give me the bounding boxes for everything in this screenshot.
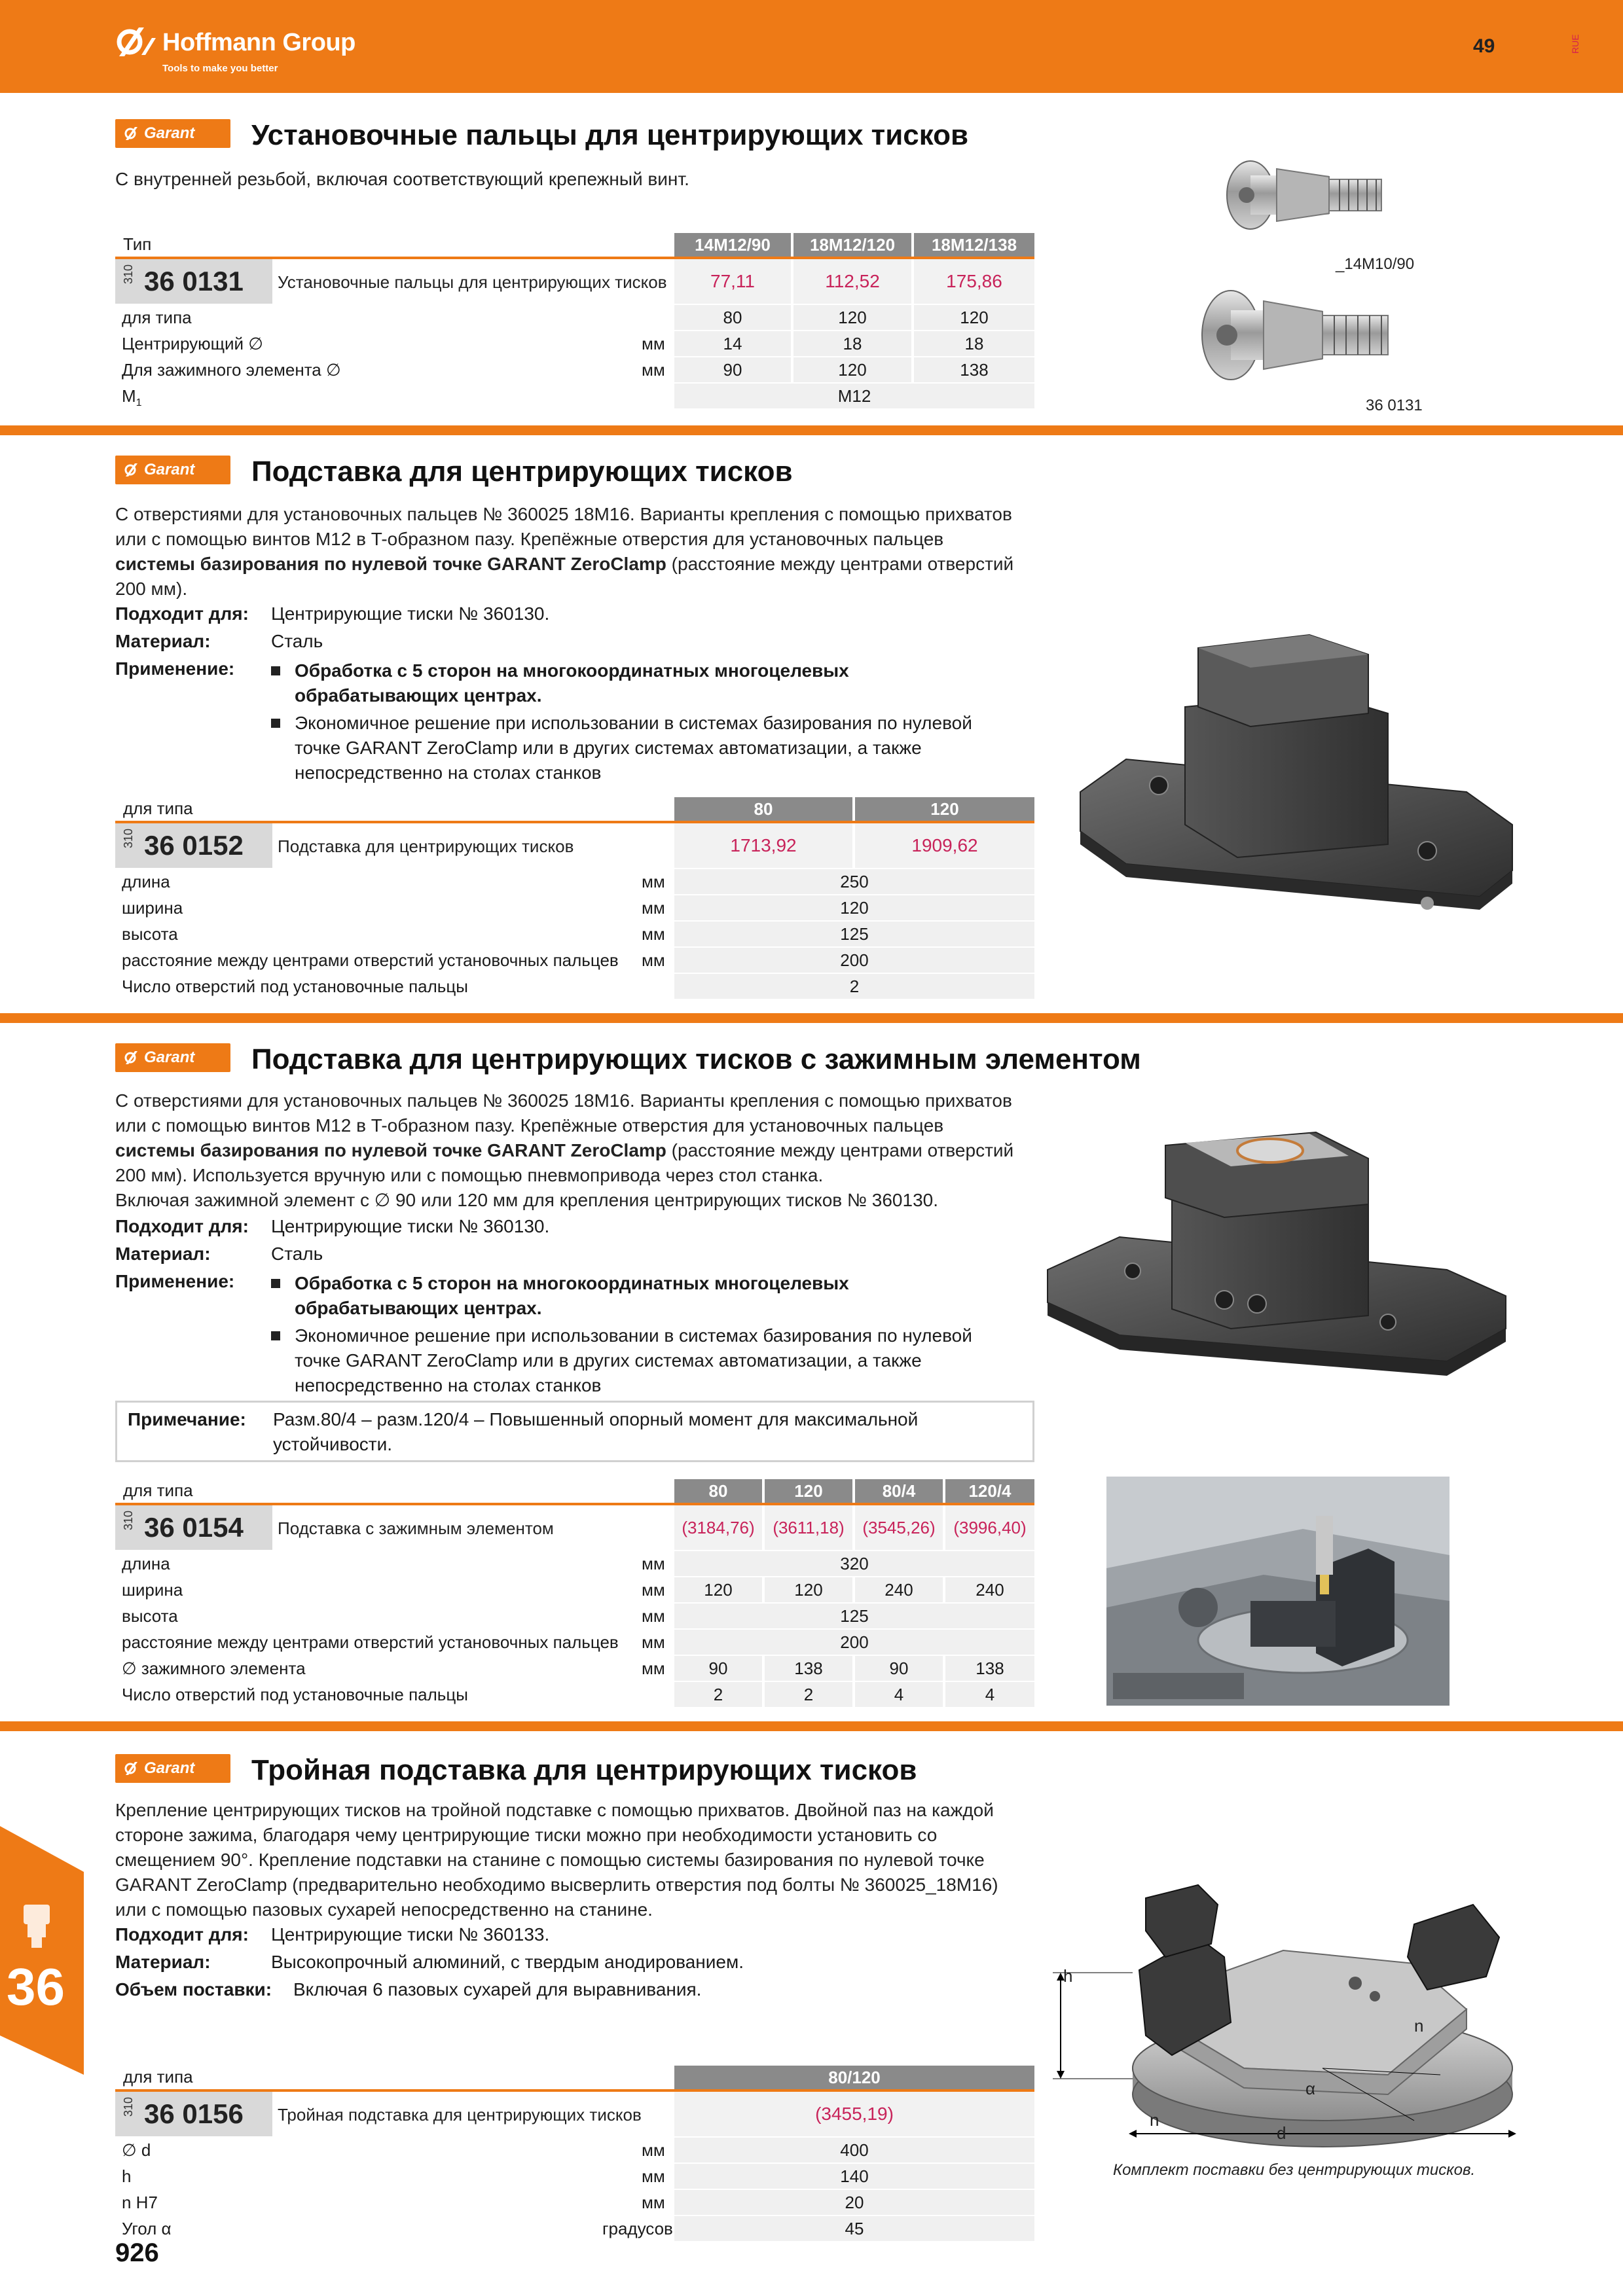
row-label: Центрирующий ∅ (122, 334, 263, 353)
table-row (122, 2216, 1034, 2241)
section-separator (0, 1013, 1623, 1023)
row-value: 45 (674, 2216, 1034, 2241)
row-value: 125 (674, 1604, 1034, 1628)
fits-value: Центрирующие тиски № 360130. (271, 1216, 550, 1236)
row-value: 120 (793, 305, 911, 330)
table-row (122, 331, 1034, 356)
fits-value: Центрирующие тиски № 360133. (271, 1924, 550, 1945)
article-description: Тройная подставка для центрирующих тисков (278, 2105, 642, 2125)
row-label: высота (122, 1606, 178, 1626)
chapter-tab (0, 1826, 84, 2075)
row-value: 4 (855, 1682, 943, 1707)
row-value: 200 (674, 948, 1034, 973)
garant-logo-icon (124, 1761, 141, 1776)
row-value: 200 (674, 1630, 1034, 1655)
section-title: Тройная подставка для центрирующих тисков (251, 1754, 917, 1786)
garant-logo-icon (124, 1050, 141, 1066)
row-label: ∅ d (122, 2140, 151, 2160)
row-unit: мм (642, 1632, 665, 1652)
table-row (122, 384, 1034, 408)
article-prefix: 310 (122, 2096, 135, 2117)
fits-label: Подходит для: (115, 1924, 249, 1945)
application-label: Применение: (115, 1271, 235, 1291)
list-item: Обработка с 5 сторон на многокоординатных многоцелевых обрабатывающих центрах. (271, 1271, 1057, 1323)
row-unit: мм (642, 898, 665, 918)
row-value: 320 (674, 1551, 1034, 1576)
image-caption: Комплект поставки без центрирующих тисков. (1113, 2161, 1476, 2179)
material-label: Материал: (115, 1244, 211, 1264)
table-type-label: для типа (123, 798, 193, 818)
description-line: 200 мм). (115, 579, 188, 599)
garant-logo-icon (124, 126, 141, 141)
supply-value: Включая 6 пазовых сухарей для выравнивания. (293, 1979, 702, 2000)
section-separator (0, 1721, 1623, 1731)
material-label: Материал: (115, 631, 211, 651)
description-line: системы базирования по нулевой точке GARANT ZeroClamp (расстояние между центрами отверстий (115, 554, 1014, 574)
row-value: 120 (674, 1577, 762, 1602)
row-label: для типа (122, 308, 192, 327)
table-row (122, 1630, 1034, 1655)
table-type-label: Тип (123, 234, 152, 254)
row-value: 400 (674, 2138, 1034, 2162)
table-row (122, 869, 1034, 894)
table-col-header: 80/4 (855, 1479, 943, 1503)
description-line: Включая зажимной элемент с ∅ 90 или 120 мм для крепления центрирующих тисков № 360130. (115, 1190, 938, 1210)
row-value: 120 (674, 895, 1034, 920)
article-description: Подставка для центрирующих тисков (278, 836, 574, 856)
image-caption: _14M10/90 (1336, 255, 1415, 273)
row-value: 250 (674, 869, 1034, 894)
garant-badge (115, 456, 230, 484)
row-value: 2 (765, 1682, 852, 1707)
note-box (115, 1401, 1034, 1462)
vise-base-clamp-image (1041, 1119, 1512, 1388)
row-value: 120 (914, 305, 1034, 330)
row-label: Для зажимного элемента ∅ (122, 360, 341, 380)
article-number-row (115, 259, 272, 304)
table-col-header: 120/4 (945, 1479, 1034, 1503)
section-description: С внутренней резьбой, включая соответствующий крепежный винт. (115, 169, 689, 189)
row-value: 90 (674, 1656, 762, 1681)
row-value: 138 (945, 1656, 1034, 1681)
description-line: Крепление центрирующих тисков на тройной подставке с помощью прихватов. Двойной паз на каждой (115, 1800, 994, 1820)
row-value: 2 (674, 1682, 762, 1707)
table-row (122, 2190, 1034, 2215)
table-col-header: 18M12/120 (793, 233, 911, 257)
garant-badge (115, 119, 230, 148)
description-line: С отверстиями для установочных пальцев № 360025 18M16. Варианты крепления с помощью прихватов (115, 1090, 1012, 1111)
material-value: Сталь (271, 1244, 323, 1264)
catalog-page-number: 49 (1473, 35, 1495, 57)
article-number: 36 0131 (144, 266, 244, 296)
table-col-header: 120 (765, 1479, 852, 1503)
row-unit: мм (642, 872, 665, 891)
row-label: ∅ зажимного элемента (122, 1659, 306, 1678)
table-row (122, 305, 1034, 330)
row-label: длина (122, 1554, 170, 1573)
list-item: Экономичное решение при использовании в системах базирования по нулевой точке GARANT ZeroClamp или в других системах автоматизации, а также непосредственно на столах станков (271, 1323, 1057, 1402)
garant-logo-icon (124, 462, 141, 478)
price-cell: (3545,26) (855, 1505, 943, 1550)
table-col-header: 120 (855, 797, 1034, 821)
row-unit: мм (642, 1554, 665, 1573)
row-value: 18 (793, 331, 911, 356)
row-unit: градусов (602, 2219, 673, 2238)
fits-label: Подходит для: (115, 603, 249, 624)
article-description: Установочные пальцы для центрирующих тисков (278, 272, 667, 292)
row-value: 138 (765, 1656, 852, 1681)
brand-name: Hoffmann Group (162, 29, 356, 56)
note-label: Примечание: (128, 1409, 246, 1429)
material-value: Сталь (271, 631, 323, 651)
table-row (122, 357, 1034, 382)
row-label: Число отверстий под установочные пальцы (122, 977, 468, 996)
row-value: 80 (674, 305, 791, 330)
article-prefix: 310 (122, 1510, 135, 1530)
price-cell: 175,86 (914, 259, 1034, 304)
list-item: Обработка с 5 сторон на многокоординатных многоцелевых обрабатывающих центрах. (271, 658, 1057, 711)
row-value: 125 (674, 922, 1034, 946)
table-col-header: 80/120 (674, 2066, 1034, 2089)
price-cell: (3455,19) (674, 2092, 1034, 2136)
row-value: 4 (945, 1682, 1034, 1707)
article-prefix: 310 (122, 828, 135, 848)
row-unit: мм (642, 1606, 665, 1626)
article-number-row (115, 823, 272, 868)
dimension-label-h: h (1063, 1966, 1073, 1986)
table-row (122, 1551, 1034, 1576)
description-line: или с помощью винтов M12 в T-образном пазу. Крепёжные отверстия для установочных пальцев (115, 529, 944, 549)
garant-badge (115, 1754, 230, 1783)
row-value: 2 (674, 974, 1034, 999)
dimension-label-n: n (1414, 2016, 1424, 2036)
row-label: n H7 (122, 2193, 158, 2212)
description-line: С отверстиями для установочных пальцев № 360025 18M16. Варианты крепления с помощью прихватов (115, 504, 1012, 524)
bullet-icon (271, 719, 280, 728)
section-title: Подставка для центрирующих тисков (251, 456, 793, 488)
description-line: смещением 90°. Крепление подставки на станине с помощью системы базирования по нулевой точке (115, 1850, 985, 1870)
table-row (122, 1577, 1034, 1602)
row-unit: мм (642, 334, 665, 353)
row-label: ширина (122, 1580, 183, 1600)
table-row (122, 974, 1034, 999)
row-label: расстояние между центрами отверстий установочных пальцев (122, 950, 619, 970)
row-unit: мм (642, 360, 665, 380)
article-number: 36 0152 (144, 830, 244, 861)
row-label: $M_1$ (122, 386, 142, 409)
description-line: или с помощью пазовых сухарей непосредственно на станине. (115, 1899, 653, 1920)
row-unit: мм (642, 924, 665, 944)
garant-badge-text: Garant (144, 124, 195, 142)
row-value: 240 (855, 1577, 943, 1602)
note-text: Разм.80/4 – разм.120/4 – Повышенный опорный момент для максимальной (273, 1409, 919, 1429)
row-unit: мм (642, 2166, 665, 2186)
bullet-icon (271, 1331, 280, 1340)
article-description: Подставка с зажимным элементом (278, 1518, 554, 1538)
description-line: GARANT ZeroClamp (предварительно необходимо высверлить отверстия под болты № 360025_18M16) (115, 1874, 998, 1895)
table-type-label: для типа (123, 1480, 193, 1500)
language-code: RUE (1570, 34, 1580, 54)
table-row (122, 1604, 1034, 1628)
bullet-icon (271, 1279, 280, 1288)
image-caption: 36 0131 (1366, 397, 1423, 414)
garant-badge-text: Garant (144, 461, 195, 478)
garant-badge-text: Garant (144, 1759, 195, 1777)
article-number: 36 0154 (144, 1512, 244, 1543)
article-number-row (115, 2092, 272, 2136)
price-cell: 1909,62 (855, 823, 1034, 868)
row-value: 120 (765, 1577, 852, 1602)
article-prefix: 310 (122, 264, 135, 284)
material-label: Материал: (115, 1952, 211, 1972)
row-unit: мм (642, 2140, 665, 2160)
note-text: устойчивости. (273, 1434, 393, 1454)
row-value: 14 (674, 331, 791, 356)
material-value: Высокопрочный алюминий, с твердым анодированием. (271, 1952, 744, 1972)
row-label: ширина (122, 898, 183, 918)
article-number: 36 0156 (144, 2098, 244, 2129)
dimension-label-d: d (1277, 2123, 1286, 2143)
row-value: 120 (793, 357, 911, 382)
row-value: 90 (674, 357, 791, 382)
table-row (122, 1656, 1034, 1681)
locating-pin-large-image (1192, 272, 1414, 403)
section-title: Подставка для центрирующих тисков с зажимным элементом (251, 1043, 1141, 1075)
row-unit: мм (642, 950, 665, 970)
row-value: 138 (914, 357, 1034, 382)
table-type-label: для типа (123, 2067, 193, 2087)
table-col-header: 18M12/138 (914, 233, 1034, 257)
table-row (122, 895, 1034, 920)
section-separator (0, 425, 1623, 435)
price-cell: (3611,18) (765, 1505, 852, 1550)
description-line: или с помощью винтов M12 в T-образном пазу. Крепёжные отверстия для установочных пальцев (115, 1115, 944, 1136)
table-col-header: 80 (674, 1479, 762, 1503)
row-value: 20 (674, 2190, 1034, 2215)
row-label: длина (122, 872, 170, 891)
row-label: высота (122, 924, 178, 944)
price-cell: 112,52 (793, 259, 911, 304)
hoffmann-logo-icon (115, 25, 157, 59)
list-item: Экономичное решение при использовании в системах базирования по нулевой точке GARANT ZeroClamp или в других системах автоматизации, а также непосредственно на столах станков (271, 711, 1057, 789)
table-col-header: 80 (674, 797, 852, 821)
supply-label: Объем поставки: (115, 1979, 272, 2000)
table-row (122, 1682, 1034, 1707)
row-label: расстояние между центрами отверстий установочных пальцев (122, 1632, 619, 1652)
article-number-row (115, 1505, 272, 1550)
row-value: 18 (914, 331, 1034, 356)
locating-pin-small-image (1218, 149, 1427, 260)
table-row (122, 948, 1034, 973)
vise-base-image (1074, 628, 1532, 936)
page-number: 926 (115, 2238, 159, 2267)
dimension-label-n: n (1150, 2110, 1159, 2130)
row-unit: мм (642, 1659, 665, 1678)
price-cell: 77,11 (674, 259, 791, 304)
row-unit: мм (642, 2193, 665, 2212)
table-col-header: 14M12/90 (674, 233, 791, 257)
row-value: 90 (855, 1656, 943, 1681)
description-line: 200 мм). Используется вручную или с помощью пневмопривода через стол станка. (115, 1165, 824, 1185)
brand-tagline: Tools to make you better (162, 63, 278, 74)
machine-application-photo (1106, 1477, 1450, 1706)
price-cell: (3996,40) (945, 1505, 1034, 1550)
bullet-icon (271, 666, 280, 675)
dimension-label-alpha: α (1305, 2079, 1316, 2098)
row-value: 140 (674, 2164, 1034, 2189)
description-line: системы базирования по нулевой точке GARANT ZeroClamp (расстояние между центрами отверстий (115, 1140, 1014, 1160)
triple-base-image (1048, 1859, 1525, 2153)
table-row (122, 922, 1034, 946)
fits-value: Центрирующие тиски № 360130. (271, 603, 550, 624)
price-cell: (3184,76) (674, 1505, 762, 1550)
section-title: Установочные пальцы для центрирующих тисков (251, 119, 969, 151)
row-unit: мм (642, 1580, 665, 1600)
row-value: 240 (945, 1577, 1034, 1602)
chapter-number: 36 (7, 1958, 65, 2016)
table-row (122, 2138, 1034, 2162)
application-label: Применение: (115, 658, 235, 679)
garant-badge-text: Garant (144, 1049, 195, 1066)
row-value: M12 (674, 384, 1034, 408)
row-label: Угол α (122, 2219, 172, 2238)
garant-badge (115, 1043, 230, 1072)
fits-label: Подходит для: (115, 1216, 249, 1236)
price-cell: 1713,92 (674, 823, 852, 868)
table-row (122, 2164, 1034, 2189)
row-label: h (122, 2166, 132, 2186)
row-label: Число отверстий под установочные пальцы (122, 1685, 468, 1704)
description-line: стороне зажима, благодаря чему центрирующие тиски можно при необходимости установить со (115, 1825, 938, 1845)
